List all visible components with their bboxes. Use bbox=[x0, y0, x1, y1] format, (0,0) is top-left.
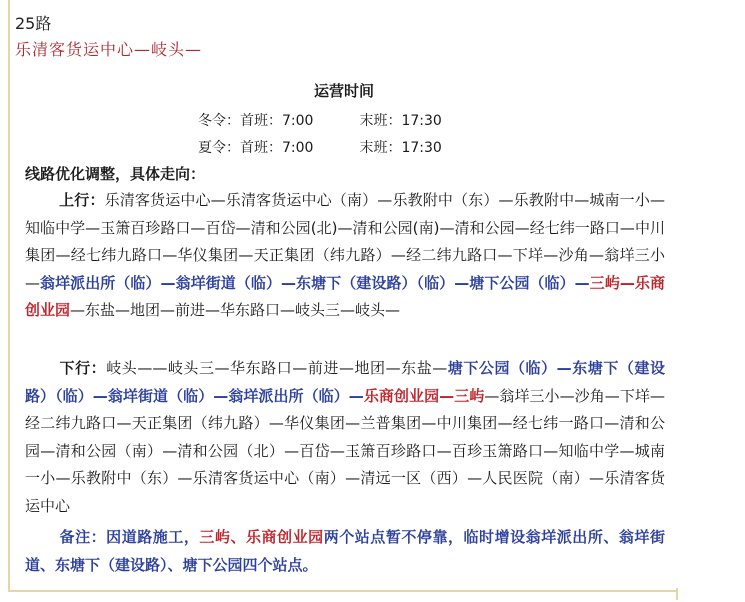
down-label: 下行： bbox=[59, 359, 107, 377]
up-stops-1: 乐清客货运中心—乐清客货运中心（南）—乐教附中（东）—乐教附中—城南一小—知临中学—玉箫百珍路口—百岱—清和公园(北)—清和公园(南)—清和公园—经七纬一路口—中川集团—经七纬九路口—华仪集团—天正集团（纬九路）—经二纬九路口—下垟—沙角—翁垟三小— bbox=[25, 191, 665, 292]
note-paragraph bbox=[25, 524, 665, 579]
down-stops-2: —翁垟三小—沙角—下垟—经二纬九路口—天正集团（纬九路）—华仪集团—兰普集团—中川集团—经七纬一路口—清和公园—清和公园（南）—清和公园（北）—百岱—玉箫百珍路口—百珍玉箫路口—知临中学—城南一小—乐教附中（东）—乐清客货运中心（南）—清远一区（西）—人民医院（南）—乐清客货运中心 bbox=[25, 386, 665, 515]
operation-title: 运营时间 bbox=[313, 82, 374, 100]
summer-season-label: 夏令： bbox=[198, 140, 240, 156]
bottom-border bbox=[8, 590, 676, 592]
note-text-1: 因道路施工， bbox=[106, 528, 200, 546]
up-label: 上行： bbox=[59, 191, 105, 209]
winter-last-label: 末班： bbox=[359, 113, 402, 129]
summer-first-time: 7:00 bbox=[282, 140, 314, 156]
winter-schedule bbox=[198, 110, 442, 130]
route-number: 25路 bbox=[15, 14, 52, 33]
winter-last-time: 17:30 bbox=[401, 113, 442, 129]
down-suspended-stops: 乐商创业园—三屿 bbox=[363, 386, 485, 405]
summer-last-time: 17:30 bbox=[401, 140, 442, 156]
winter-first-label: 首班： bbox=[240, 113, 282, 129]
down-stops-1: 岐头——岐头三—华东路口—前进—地团—东盐— bbox=[106, 359, 448, 377]
route-name: 乐清客货运中心—岐头— bbox=[15, 40, 203, 59]
summer-last-label: 末班： bbox=[359, 140, 402, 156]
down-temporary-stops: 塘下公园（临）—东塘下（建设路）（临）—翁垟街道（临）—翁垟派出所（临）— bbox=[25, 359, 665, 405]
down-route-paragraph bbox=[25, 355, 665, 520]
up-route-paragraph bbox=[25, 187, 665, 325]
up-stops-2: —东盐—地团—前进—华东路口—岐头三—岐头— bbox=[70, 301, 401, 319]
adjust-heading: 线路优化调整，具体走向： bbox=[25, 165, 206, 183]
note-text-2: 两个站点暂不停靠，临时增设翁垟派出所、翁垟街道、东塘下（建设路）、塘下公园四个站点。 bbox=[25, 528, 665, 574]
note-label: 备注： bbox=[59, 528, 107, 546]
summer-schedule bbox=[198, 137, 442, 157]
summer-first-label: 首班： bbox=[240, 140, 282, 156]
up-suspended-stops: 三屿—乐商创业园 bbox=[25, 273, 665, 319]
up-temporary-stops: 翁垟派出所（临）—翁垟街道（临）—东塘下（建设路）（临）—塘下公园（临）— bbox=[40, 273, 590, 292]
winter-season-label: 冬令： bbox=[198, 113, 240, 129]
note-suspended-stops: 三屿、乐商创业园 bbox=[199, 528, 324, 546]
bottom-border-stub bbox=[676, 588, 678, 600]
winter-first-time: 7:00 bbox=[282, 113, 314, 129]
